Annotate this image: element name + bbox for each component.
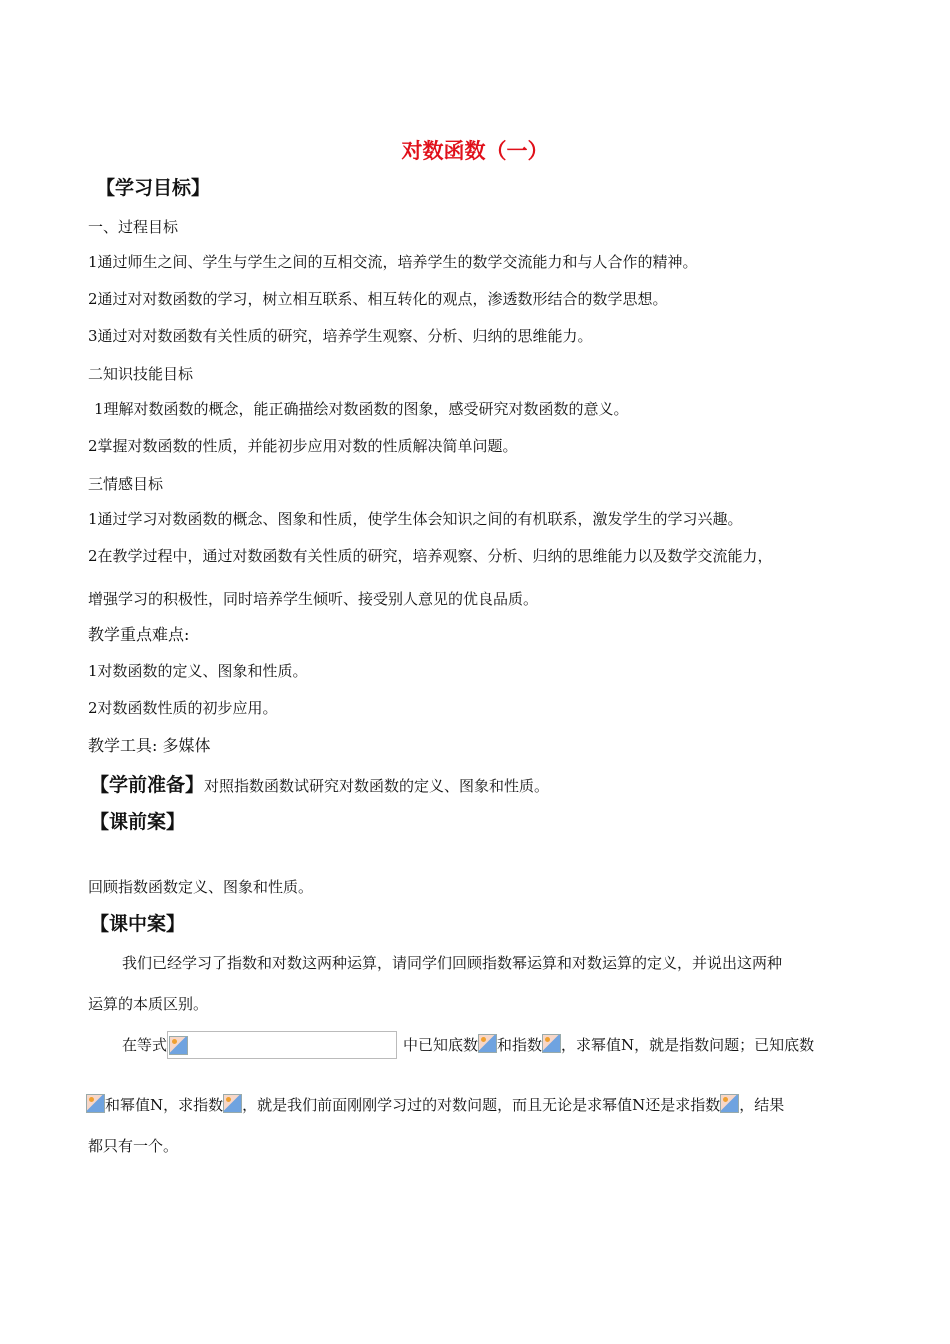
list-item: 1理解对数函数的概念，能正确描绘对数函数的图象，感受研究对数函数的意义。 (94, 400, 629, 418)
key-points-label: 教学重点难点: (88, 625, 190, 644)
text-segment: 中已知底数 (403, 1036, 479, 1054)
broken-image-icon (223, 1094, 242, 1113)
paragraph-line: 运算的本质区别。 (88, 995, 209, 1013)
broken-image-icon (86, 1094, 105, 1113)
list-item: 2对数函数性质的初步应用。 (88, 699, 278, 717)
text-segment: ，结果 (739, 1096, 785, 1114)
heading-learning-goals: 【学习目标】 (96, 177, 211, 199)
heading-prep: 【学前准备】 (90, 774, 205, 796)
broken-image-icon (169, 1036, 188, 1055)
prep-text: 对照指数函数试研究对数函数的定义、图象和性质。 (204, 777, 550, 795)
list-item: 1通过师生之间、学生与学生之间的互相交流，培养学生的数学交流能力和与人合作的精神。 (88, 253, 698, 271)
formula-image (167, 1031, 397, 1059)
text-segment: 在等式 (122, 1036, 168, 1054)
prep-line (90, 773, 549, 798)
teaching-tools: 教学工具: 多媒体 (88, 736, 211, 755)
list-item: 2通过对对数函数的学习，树立相互联系、相互转化的观点，渗透数形结合的数学思想。 (88, 290, 668, 308)
text-segment: ，就是我们前面刚刚学习过的对数问题，而且无论是求幂值N还是求指数 (242, 1096, 721, 1114)
list-item: 增强学习的积极性，同时培养学生倾听、接受别人意见的优良品质。 (88, 590, 539, 608)
text-segment: ，求幂值N，就是指数问题；已知底数 (561, 1036, 815, 1054)
text-segment: 和幂值N，求指数 (105, 1096, 224, 1114)
section-emotion-goals: 三情感目标 (88, 475, 164, 493)
page-title: 对数函数（一） (401, 138, 549, 163)
broken-image-icon (542, 1034, 561, 1053)
list-item: 1通过学习对数函数的概念、图象和性质，使学生体会知识之间的有机联系，激发学生的学习兴趣。 (88, 510, 743, 528)
pre-class-text: 回顾指数函数定义、图象和性质。 (88, 878, 314, 896)
list-item: 2掌握对数函数的性质，并能初步应用对数的性质解决简单问题。 (88, 437, 518, 455)
list-item: 1对数函数的定义、图象和性质。 (88, 662, 308, 680)
list-item: 2在教学过程中，通过对数函数有关性质的研究，培养观察、分析、归纳的思维能力以及数学交流能力， (88, 547, 773, 565)
broken-image-icon (720, 1094, 739, 1113)
section-knowledge-goals: 二知识技能目标 (88, 365, 194, 383)
paragraph-line: 都只有一个。 (88, 1137, 179, 1155)
paragraph-line: 我们已经学习了指数和对数这两种运算，请同学们回顾指数幂运算和对数运算的定义，并说出这两种 (122, 954, 783, 972)
list-item: 3通过对对数函数有关性质的研究，培养学生观察、分析、归纳的思维能力。 (88, 327, 593, 345)
heading-pre-class: 【课前案】 (90, 811, 186, 833)
paragraph-line (86, 1094, 784, 1115)
broken-image-icon (478, 1034, 497, 1053)
section-process-goals: 一、过程目标 (88, 218, 179, 236)
paragraph-line (122, 1031, 814, 1059)
text-segment: 和指数 (497, 1036, 543, 1054)
heading-in-class: 【课中案】 (90, 913, 186, 935)
